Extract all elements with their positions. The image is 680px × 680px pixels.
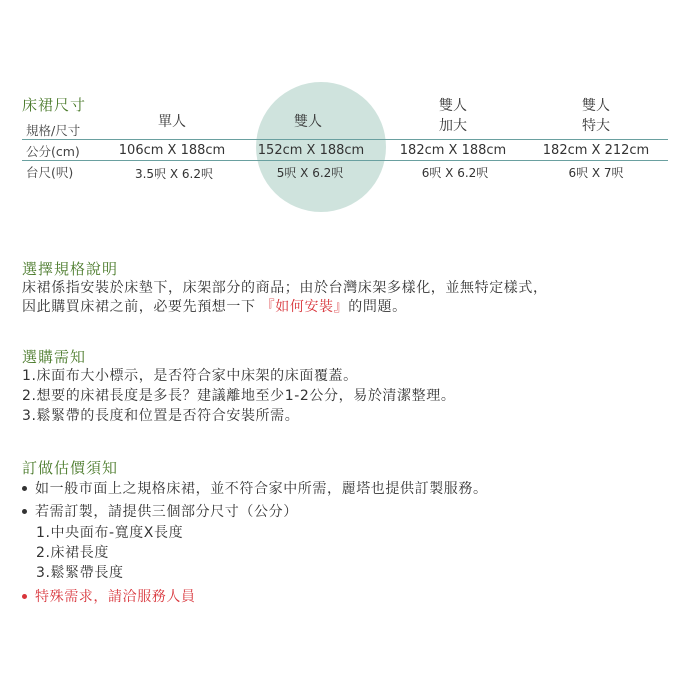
cell-tw-double-large: 6呎 X 6.2呎 xyxy=(421,166,489,180)
select-guide-title: 選擇規格說明 xyxy=(22,260,119,278)
column-header-double-xl xyxy=(531,96,661,136)
cell-cm-single: 106cm X 188cm xyxy=(118,143,226,158)
column-header-single xyxy=(107,112,237,132)
column-name-line1: 雙人 xyxy=(582,98,610,114)
cell-tw-single: 3.5呎 X 6.2呎 xyxy=(134,167,214,181)
column-name-line1: 雙人 xyxy=(294,114,322,130)
custom-order-sub-item: 3.鬆緊帶長度 xyxy=(36,565,124,581)
table-line-middle xyxy=(22,160,668,161)
custom-order-bullet1-text: 如一般市面上之規格床裙，並不符合家中所需，麗塔也提供訂製服務。 xyxy=(35,481,488,497)
custom-order-bullet2-text: 若需訂製，請提供三個部分尺寸（公分） xyxy=(35,504,298,520)
size-table-title: 床裙尺寸 xyxy=(22,96,87,114)
select-guide-line1: 床裙係指安裝於床墊下，床架部分的商品；由於台灣床架多樣化，並無特定樣式， xyxy=(22,280,548,296)
purchase-note-item: 3.鬆緊帶的長度和位置是否符合安裝所需。 xyxy=(22,408,300,424)
select-guide-line2-before: 因此購買床裙之前，必要先預想一下 xyxy=(22,299,261,315)
install-highlight: 『如何安裝』 xyxy=(260,299,349,315)
purchase-notes-title: 選購需知 xyxy=(22,348,87,366)
custom-order-bullet xyxy=(22,502,298,522)
select-guide-line2-after: 的問題。 xyxy=(348,299,407,315)
column-header-double-large xyxy=(388,96,518,136)
column-name-line2: 加大 xyxy=(439,118,467,134)
custom-order-title: 訂做估價須知 xyxy=(22,459,119,477)
column-name-line1: 單人 xyxy=(158,114,186,130)
custom-order-sub-item: 2.床裙長度 xyxy=(36,545,109,561)
custom-order-bullet3-text: 特殊需求，請洽服務人員 xyxy=(35,589,196,605)
purchase-note-item: 2.想要的床裙長度是多長？建議離地至少1-2公分，易於清潔整理。 xyxy=(22,388,456,404)
cell-cm-double-xl: 182cm X 212cm xyxy=(542,143,650,158)
bullet-icon xyxy=(22,594,27,599)
row-header-cm: 公分(cm) xyxy=(26,144,80,159)
row-header-spec: 規格/尺寸 xyxy=(26,123,81,138)
select-guide-line2 xyxy=(22,297,407,317)
cell-cm-double-large: 182cm X 188cm xyxy=(399,143,507,158)
custom-order-sub-item: 1.中央面布-寬度X長度 xyxy=(36,525,184,541)
column-header-double xyxy=(243,112,373,132)
bullet-icon xyxy=(22,486,27,491)
column-name-line2: 特大 xyxy=(582,118,610,134)
cell-cm-double: 152cm X 188cm xyxy=(257,143,365,158)
custom-order-bullet xyxy=(22,479,488,499)
bullet-icon xyxy=(22,509,27,514)
row-header-tw: 台尺(呎) xyxy=(26,165,74,180)
cell-tw-double-xl: 6呎 X 7呎 xyxy=(568,166,624,180)
cell-tw-double: 5呎 X 6.2呎 xyxy=(276,166,344,180)
purchase-note-item: 1.床面布大小標示，是否符合家中床架的床面覆蓋。 xyxy=(22,368,358,384)
column-name-line1: 雙人 xyxy=(439,98,467,114)
table-line-top xyxy=(22,139,668,140)
custom-order-bullet-special xyxy=(22,587,196,607)
